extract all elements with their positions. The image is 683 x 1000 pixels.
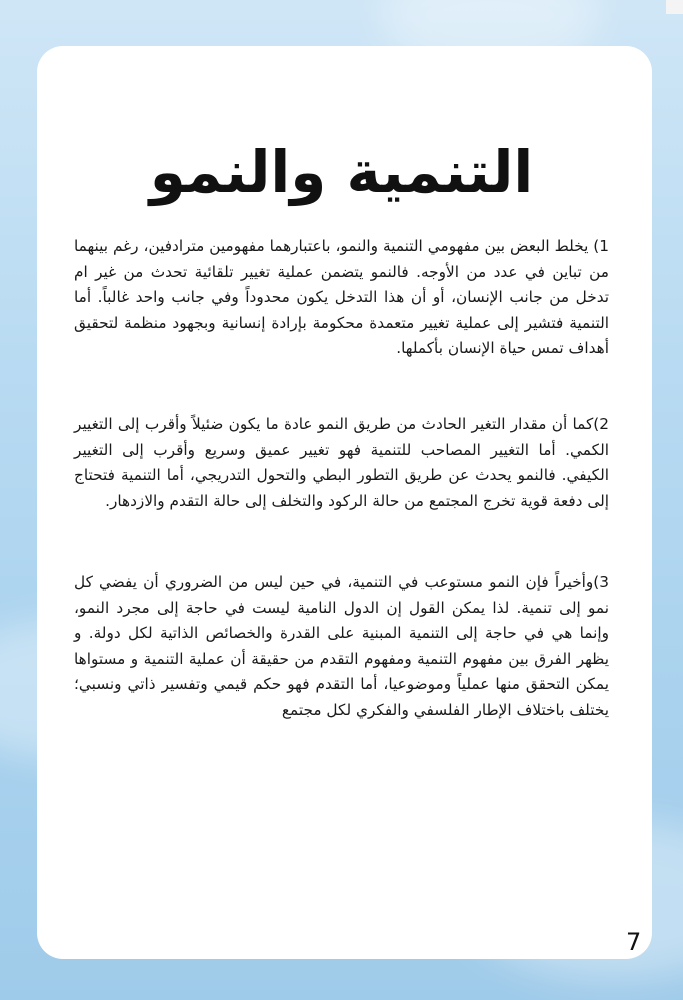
page-title: التنمية والنمو: [149, 138, 534, 206]
paragraph-1: 1) يخلط البعض بين مفهومي التنمية والنمو، باعتبارهما مفهومين مترادفين، رغم بينهما من تباين في عدد من الأوجه. فالنمو يتضمن عملية تغيير تلقائية تحدث من غير ام تدخل من جانب الإنسان، أو أن هذا التدخل يكون محدوداً وفي جانب واحد غالباً. أما التنمية فتشير إلى عملية تغيير متعمدة محكومة بإرادة إنسانية وبجهود منظمة لتحقيق أهداف تمس حياة الإنسان بأكملها.: [74, 237, 609, 358]
page-number: 7: [626, 928, 642, 956]
corner-tab: [666, 0, 683, 14]
paragraph-2: 2)كما أن مقدار التغير الحادث من طريق النمو عادة ما يكون ضئيلاً وأقرب إلى التغيير الكمي. أما التغيير المصاحب للتنمية فهو تغيير عميق وسريع وأقرب إلى التغيير الكيفي. فالنمو يحدث عن طريق التطور البطي والتحول التدريجي، أما التنمية فتحتاج إلى دفعة قوية تخرج المجتمع من حالة الركود والتخلف إلى حالة التقدم والازدهار.: [74, 415, 609, 510]
paragraph-3: 3)وأخيراً فإن النمو مستوعب في التنمية، في حين ليس من الضروري أن يفضي كل نمو إلى تنمية. لذا يمكن القول إن الدول النامية ليست في حاجة إلى مجرد النمو، وإنما هي في حاجة إلى التنمية المبنية على القدرة والخصائص الذاتية لكل دولة. و يظهر الفرق بين مفهوم التنمية ومفهوم التقدم من حقيقة أن عملية التنمية و مستواها يمكن التحقق منها عملياً وموضوعيا، أما التقدم فهو حكم قيمي وتفسير ذاتي ونسبي؛ يختلف باختلاف الإطار الفلسفي والفكري لكل مجتمع: [74, 573, 609, 719]
